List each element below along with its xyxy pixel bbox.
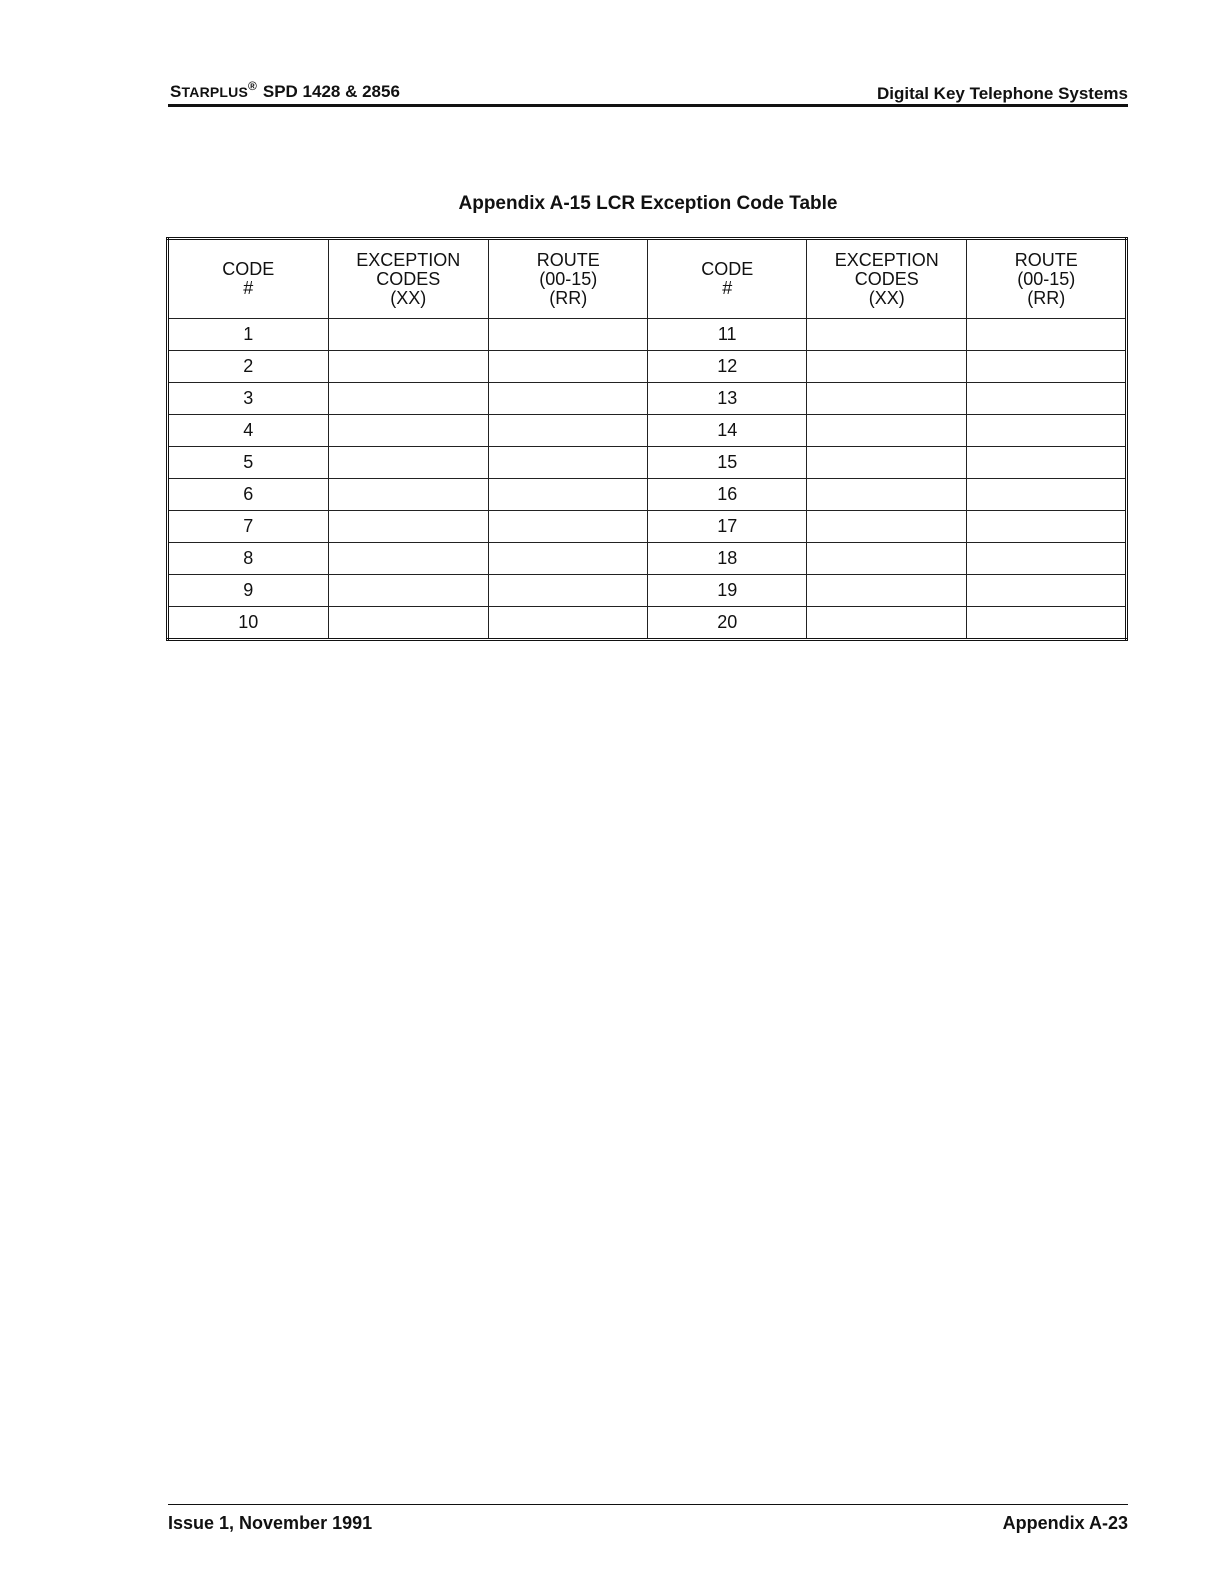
header-model: SPD 1428 & 2856 [262,82,400,101]
exception-code-cell [328,575,489,607]
footer-issue: Issue 1, November 1991 [168,1513,373,1533]
exception-code-cell [806,415,967,447]
exception-code-cell [806,447,967,479]
exception-code-cell [328,543,489,575]
exception-code-cell [328,447,489,479]
table-row [168,575,1127,607]
exception-code-cell [328,383,489,415]
route-cell [967,319,1127,351]
exception-code-cell [328,607,489,640]
header-exception-codes-2: EXCEPTION CODES (XX) [806,239,967,319]
route-cell [489,319,648,351]
code-cell: 15 [648,447,806,479]
route-cell [967,479,1127,511]
code-cell: 14 [648,415,806,447]
route-cell [489,383,648,415]
code-cell: 19 [648,575,806,607]
code-cell: 4 [168,415,329,447]
table-row [168,543,1127,575]
route-cell [967,511,1127,543]
table-row [168,447,1127,479]
registered-mark: ® [248,79,257,93]
table-row [168,415,1127,447]
code-cell: 20 [648,607,806,640]
route-cell [489,575,648,607]
code-cell: 11 [648,319,806,351]
exception-code-cell [806,479,967,511]
code-cell: 13 [648,383,806,415]
route-cell [967,415,1127,447]
code-cell: 2 [168,351,329,383]
header-route: ROUTE (00-15) (RR) [489,239,648,319]
exception-code-cell [806,511,967,543]
header-route-2: ROUTE (00-15) (RR) [967,239,1127,319]
table-row [168,319,1127,351]
exception-code-cell [328,511,489,543]
exception-code-cell [328,479,489,511]
route-cell [489,415,648,447]
exception-code-cell [806,383,967,415]
code-cell: 18 [648,543,806,575]
header-code-2: CODE # [648,239,806,319]
code-cell: 3 [168,383,329,415]
footer-page-number: Appendix A-23 [1002,1513,1128,1533]
table-title: Appendix A-15 LCR Exception Code Table [458,193,838,214]
route-cell [489,543,648,575]
code-cell: 16 [648,479,806,511]
code-cell: 10 [168,607,329,640]
route-cell [967,383,1127,415]
code-cell: 8 [168,543,329,575]
code-cell: 12 [648,351,806,383]
code-cell: 9 [168,575,329,607]
route-cell [967,575,1127,607]
route-cell [489,447,648,479]
route-cell [489,351,648,383]
route-cell [967,607,1127,640]
exception-code-cell [806,543,967,575]
lcr-exception-code-table [166,237,1128,641]
code-cell: 7 [168,511,329,543]
exception-code-cell [328,351,489,383]
route-cell [967,351,1127,383]
header-product [170,79,400,102]
route-cell [967,543,1127,575]
exception-code-cell [806,319,967,351]
page-header [168,78,1128,107]
exception-code-cell [806,351,967,383]
header-exception-codes: EXCEPTION CODES (XX) [328,239,489,319]
exception-code-cell [328,319,489,351]
table-row [168,383,1127,415]
code-cell: 5 [168,447,329,479]
route-cell [489,479,648,511]
exception-code-cell [806,575,967,607]
route-cell [489,511,648,543]
route-cell [489,607,648,640]
header-system-name: Digital Key Telephone Systems [877,84,1128,103]
exception-code-cell [328,415,489,447]
route-cell [967,447,1127,479]
header-code: CODE # [168,239,329,319]
exception-code-cell [806,607,967,640]
table-row [168,479,1127,511]
code-cell: 6 [168,479,329,511]
code-cell: 17 [648,511,806,543]
table-row [168,607,1127,640]
code-cell: 1 [168,319,329,351]
page-footer [168,1504,1128,1533]
table-row [168,511,1127,543]
table-row [168,351,1127,383]
table-header-row [168,239,1127,319]
brand-name: STARPLUS [170,82,249,101]
